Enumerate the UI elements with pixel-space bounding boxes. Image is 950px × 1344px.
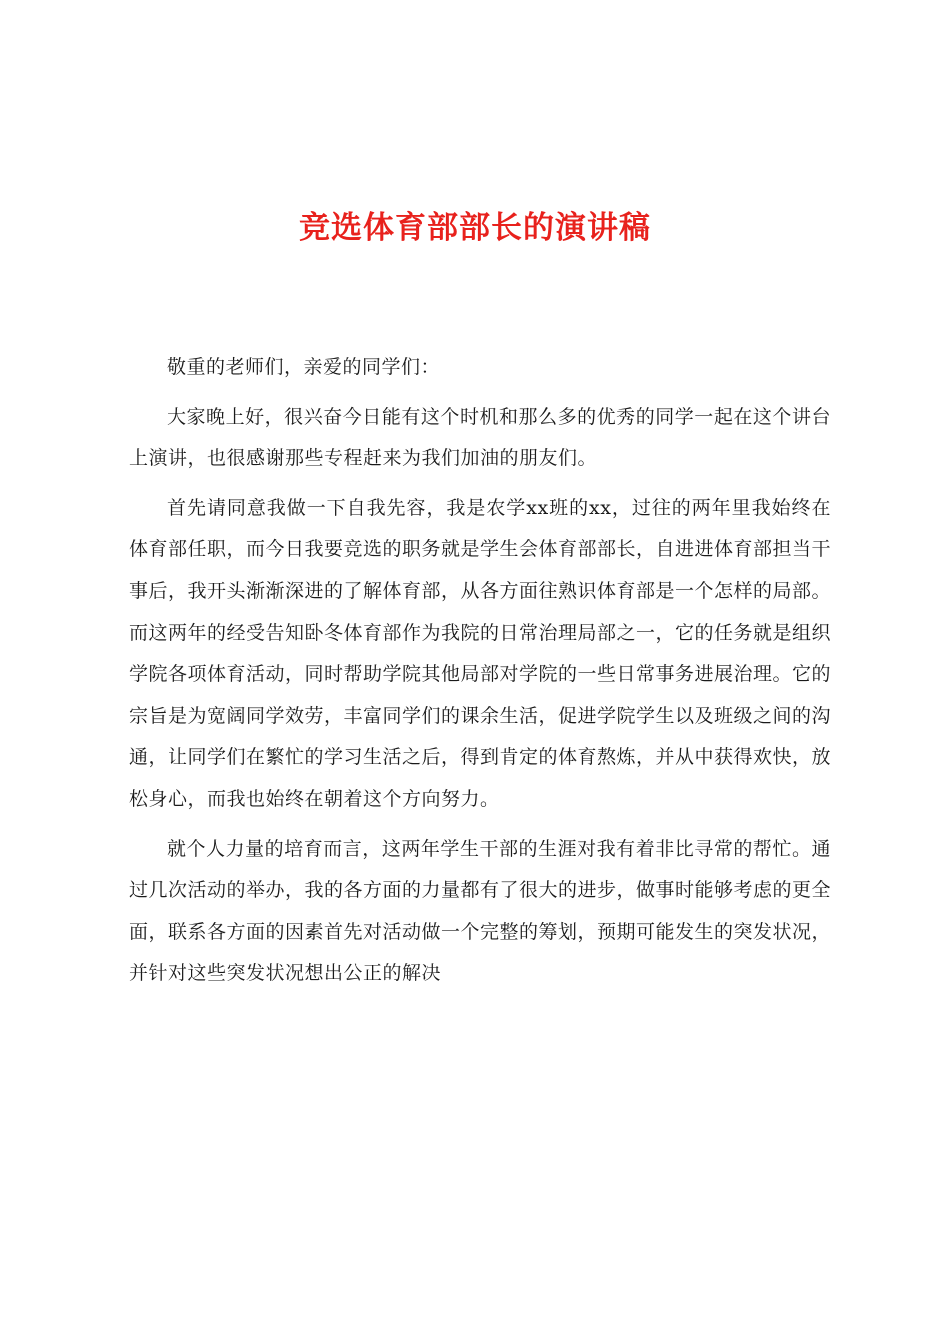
- document-title: 竞选体育部部长的演讲稿: [299, 210, 651, 246]
- paragraph-greeting: 敬重的老师们，亲爱的同学们：: [167, 356, 441, 378]
- paragraph-introduction: 首先请同意我做一下自我先容，我是农学xx班的xx，过往的两年里我始终在体育部任职，而今日我要竞选的职务就是学生会体育部部长，自进进体育部担当干事后，我开头渐渐深进的了解体育部，从各方面往熟识体育部是一个怎样的局部。而这两年的经受告知卧冬体育部作为我院的日常治理局部之一，它的任务就是组织学院各项体育活动，同时帮助学院其他局部对学院的一些日常事务进展治理。它的宗旨是为宽阔同学效劳，丰富同学们的课余生活，促进学院学生以及班级之间的沟通，让同学们在繁忙的学习生活之后，得到肯定的体育熬炼，并从中获得欢快，放松身心，而我也始终在朝着这个方向努力。: [129, 496, 832, 810]
- paragraph-opening: 大家晚上好，很兴奋今日能有这个时机和那么多的优秀的同学一起在这个讲台上演讲，也很感谢那些专程赶来为我们加油的朋友们。: [129, 405, 831, 470]
- document-body: [129, 347, 831, 995]
- paragraph-personal-growth: 就个人力量的培育而言，这两年学生干部的生涯对我有着非比寻常的帮忙。通过几次活动的举办，我的各方面的力量都有了很大的进步，做事时能够考虑的更全面，联系各方面的因素首先对活动做一个完整的筹划，预期可能发生的突发状况，并针对这些突发状况想出公正的解决: [129, 837, 832, 985]
